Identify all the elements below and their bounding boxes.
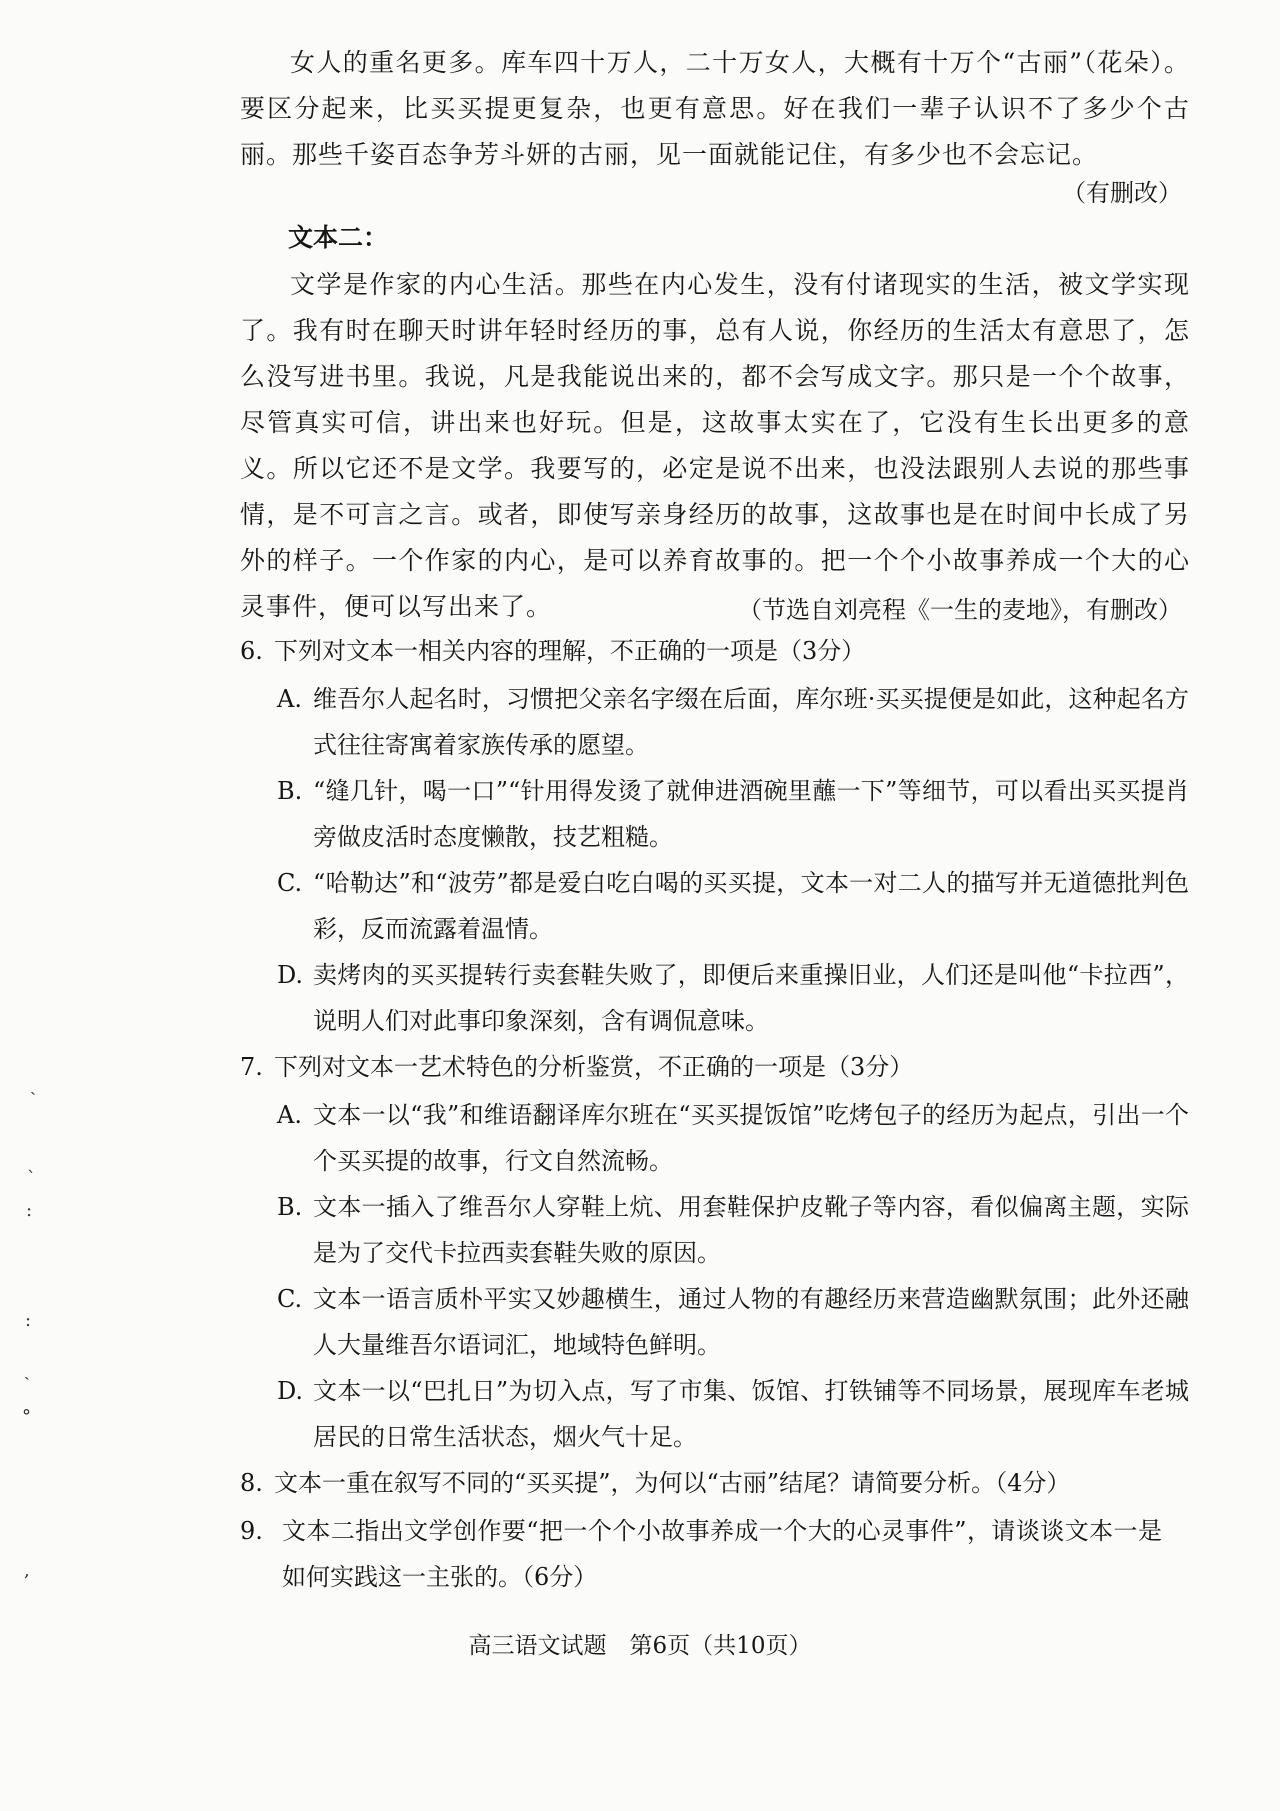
question-6-option-d <box>277 952 1189 1044</box>
question-6 <box>240 628 1190 674</box>
option-key: C. <box>277 869 303 897</box>
text2-body-paragraph: 文学是作家的内心生活。那些在内心发生，没有付诸现实的生活，被文学实现了。我有时在聊天时讲年轻时经历的事，总有人说，你经历的生活太有意思了，怎么没写进书里。我说，凡是我能说出来的，都不会写成文字。那只是一个个故事，尽管真实可信，讲出来也好玩。但是，这故事太实在了，它没有生长出更多的意义。所以它还不是文学。我要写的，必定是说不出来，也没法跟别人去说的那些事情，是不可言之言。或者，即使写亲身经历的故事，这故事也是在时间中长成了另外的样子。一个作家的内心，是可以养育故事的。把一个个小故事养成一个大的心灵事件，便可以写出来了。 <box>240 270 1190 621</box>
question-7-option-d <box>277 1368 1189 1460</box>
option-key: C. <box>277 1285 303 1313</box>
option-text: 文本一语言质朴平实又妙趣横生，通过人物的有趣经历来营造幽默氛围；此外还融人大量维吾尔语词汇，地域特色鲜明。 <box>313 1285 1189 1359</box>
option-key: A. <box>277 1101 302 1129</box>
option-text: “哈勒达”和“波劳”都是爱白吃白喝的买买提，文本一对二人的描写并无道德批判色彩，反而流露着温情。 <box>313 869 1189 943</box>
question-7-option-c <box>277 1276 1189 1368</box>
option-text: 文本一以“巴扎日”为切入点，写了市集、饭馆、打铁铺等不同场景，展现库车老城居民的日常生活状态，烟火气十足。 <box>313 1377 1189 1451</box>
question-stem: 下列对文本一相关内容的理解，不正确的一项是（3分） <box>274 637 866 665</box>
option-key: A. <box>277 685 302 713</box>
option-text: 维吾尔人起名时，习惯把父亲名字缀在后面，库尔班·买买提便是如此，这种起名方式往往寄寓着家族传承的愿望。 <box>313 685 1189 759</box>
option-text: 文本一插入了维吾尔人穿鞋上炕、用套鞋保护皮靴子等内容，看似偏离主题，实际是为了交代卡拉西卖套鞋失败的原因。 <box>313 1193 1189 1267</box>
option-text: 文本一以“我”和维语翻译库尔班在“买买提饭馆”吃烤包子的经历为起点，引出一个个买买提的故事，行文自然流畅。 <box>313 1101 1189 1175</box>
text1-source-note: （有删改） <box>1062 179 1182 207</box>
question-6-option-c <box>277 860 1189 952</box>
question-stem: 文本二指出文学创作要“把一个个小故事养成一个大的心灵事件”，请谈谈文本一是如何实践这一主张的。（6分） <box>282 1517 1162 1591</box>
question-stem: 下列对文本一艺术特色的分析鉴赏，不正确的一项是（3分） <box>274 1053 914 1081</box>
question-number: 9. <box>240 1517 263 1545</box>
question-8 <box>240 1460 1190 1506</box>
question-number: 8. <box>240 1469 263 1497</box>
option-text: “缝几针，喝一口”“针用得发烫了就伸进酒碗里蘸一下”等细节，可以看出买买提肖旁做皮活时态度懒散，技艺粗糙。 <box>313 777 1189 851</box>
question-6-option-b <box>277 768 1189 860</box>
option-key: B. <box>277 777 303 805</box>
question-6-option-a <box>277 676 1189 768</box>
text2-heading: 文本二： <box>288 223 389 252</box>
option-text: 卖烤肉的买买提转行卖套鞋失败了，即便后来重操旧业，人们还是叫他“卡拉西”，说明人们对此事印象深刻，含有调侃意味。 <box>313 961 1189 1035</box>
option-key: D. <box>277 961 304 989</box>
question-9 <box>240 1508 1190 1600</box>
question-number: 7. <box>240 1053 263 1081</box>
text1-tail-paragraph: 女人的重名更多。库车四十万人，二十万女人，大概有十万个“古丽”（花朵）。要区分起来，比买买提更复杂，也更有意思。好在我们一辈子认识不了多少个古丽。那些千姿百态争芳斗妍的古丽，见一面就能记住，有多少也不会忘记。 <box>240 48 1190 169</box>
text2-source-note: （节选自刘亮程《一生的麦地》，有删改） <box>738 596 1182 624</box>
option-key: D. <box>277 1377 304 1405</box>
question-number: 6. <box>240 637 263 665</box>
page-footer: 高三语文试题 第6页（共10页） <box>468 1633 812 1659</box>
exam-page: 女人的重名更多。库车四十万人，二十万女人，大概有十万个“古丽”（花朵）。要区分起来，比买买提更复杂，也更有意思。好在我们一辈子认识不了多少个古丽。那些千姿百态争芳斗妍的古丽，见一面就能记住，有多少也不会忘记。 （有删改） 文本二： 文学是作家的内心生活。那些在内心发生，没有付诸现实的生活，被文学实现了。我有时在聊天时讲年轻时经历的事，总有人说，你经历的生活太有意思了，怎么没写进书里。我说，凡是我能说出来的，都不会写成文字。那只是一个个故事，尽管真实可信，讲出来也好玩。但是，这故事太实在了，它没有生长出更多的意义。所以它还不是文学。我要写的，必定是说不出来，也没法跟别人去说的那些事情，是不可言之言。或者，即使写亲身经历的故事，这故事也是在时间中长成了另外的样子。一个作家的内心，是可以养育故事的。把一个个小故事养成一个大的心灵事件，便可以写出来了。 （节选自刘亮程《一生的麦地》，有删改） 6. 下列对文本一相关内容的理解，不正确的一项是（3分） A. 维吾尔人起名时，习惯把父亲名字缀在后面，库尔班·买买提便是如此，这种起名方式往往寄寓着家族传承的愿望。 B. “缝几针，喝一口”“针用得发烫了就伸进酒碗里蘸一下”等细节，可以看出买买提肖旁做皮活时态度懒散，技艺粗糙。 C. “哈勒达”和“波劳”都是爱白吃白喝的买买提，文本一对二人的描写并无道德批判色彩，反而流露着温情。 D. 卖烤肉的买买提转行卖套鞋失败了，即便后来重操旧业，人们还是叫他“卡拉西”，说明人们对此事印象深刻，含有调侃意味。 7. 下列对文本一艺术特色的分析鉴赏，不正确的一项是（3分） A. 文本一以“我”和维语翻译库尔班在“买买提饭馆”吃烤包子的经历为起点，引出一个个买买提的故事，行文自然流畅。 B. 文本一插入了维吾尔人穿鞋上炕、用套鞋保护皮靴子等内容，看似偏离主题，实际是为了交代卡拉西卖套鞋失败的原因。 C. 文本一语言质朴平实又妙趣横生，通过人物的有趣经历来营造幽默氛围；此外还融人大量维吾尔语词汇，地域特色鲜明。 D. 文本一以“巴扎日”为切入点，写了市集、饭馆、打铁铺等不同场景，展现库车老城居民的日常生活状态，烟火气十足。 8. 文本一重在叙写不同的“买买提”，为何以“古丽”结尾？请简要分析。（4分） 9. 文本二指出文学创作要“把一个个小故事养成一个大的心灵事件”，请谈谈文本一是如何实践这一主张的。（6分） 高三语文试题 第6页（共10页） ˎ ˋ : : ˏ ° , <box>0 0 1280 1811</box>
question-7-option-a <box>277 1092 1189 1184</box>
option-key: B. <box>277 1193 303 1221</box>
question-7 <box>240 1044 1190 1090</box>
question-7-option-b <box>277 1184 1189 1276</box>
question-stem: 文本一重在叙写不同的“买买提”，为何以“古丽”结尾？请简要分析。（4分） <box>274 1469 1071 1497</box>
